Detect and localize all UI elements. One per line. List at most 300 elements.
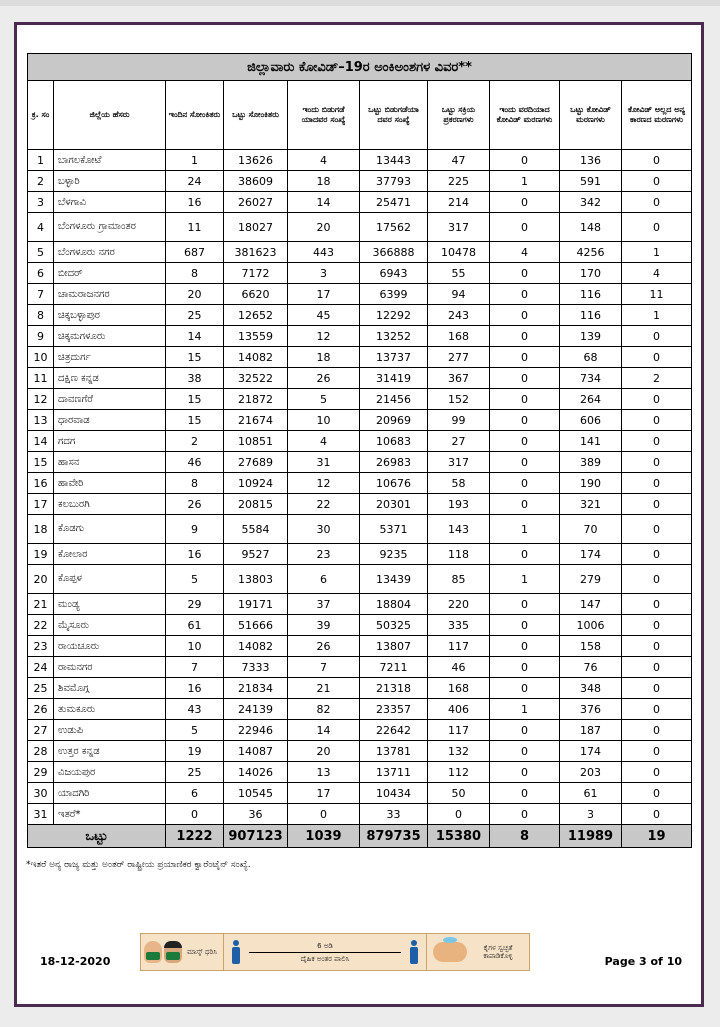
footnote: *ಇತರೆ ಅನ್ಯ ರಾಜ್ಯ ಮತ್ತು ಅಂತರ್ ರಾಷ್ಟ್ರೀಯ ಪ್ರಯಾಣಿಕರ ಕ್ವಾರೆಂಟೈನ್ ಸಂಖ್ಯೆ. <box>26 860 251 870</box>
row-total-discharged: 31419 <box>360 368 428 389</box>
row-total-discharged: 25471 <box>360 192 428 213</box>
row-today-positive: 25 <box>166 305 224 326</box>
row-today-discharged: 0 <box>288 804 360 825</box>
mask-text: ಮಾಸ್ಕ್ ಧರಿಸಿ <box>187 948 217 956</box>
table-row <box>28 615 692 636</box>
row-today-positive: 61 <box>166 615 224 636</box>
row-today-discharged: 10 <box>288 410 360 431</box>
row-sl: 2 <box>28 171 54 192</box>
row-today-discharged: 82 <box>288 699 360 720</box>
row-non-covid-deaths: 0 <box>622 410 692 431</box>
row-today-positive: 11 <box>166 213 224 242</box>
row-non-covid-deaths: 0 <box>622 720 692 741</box>
row-today-discharged: 26 <box>288 636 360 657</box>
row-today-deaths: 0 <box>490 678 560 699</box>
row-district-name: ಹಾವೇರಿ <box>54 473 166 494</box>
row-sl: 23 <box>28 636 54 657</box>
table-row <box>28 171 692 192</box>
row-non-covid-deaths: 0 <box>622 452 692 473</box>
row-today-deaths: 0 <box>490 213 560 242</box>
row-total-positive: 18027 <box>224 213 288 242</box>
row-total-positive: 10545 <box>224 783 288 804</box>
row-non-covid-deaths: 0 <box>622 192 692 213</box>
row-non-covid-deaths: 0 <box>622 150 692 171</box>
row-non-covid-deaths: 2 <box>622 368 692 389</box>
row-sl: 18 <box>28 515 54 544</box>
row-non-covid-deaths: 0 <box>622 326 692 347</box>
table-row <box>28 192 692 213</box>
header-total-discharged: ಒಟ್ಟು ಬಿಡುಗಡೆಯಾ ದವರ ಸಂಖ್ಯೆ <box>360 81 428 150</box>
row-today-positive: 15 <box>166 410 224 431</box>
row-non-covid-deaths: 0 <box>622 636 692 657</box>
row-district-name: ಮೈಸೂರು <box>54 615 166 636</box>
person-icon-right <box>409 940 419 964</box>
row-district-name: ಬೆಂಗಳೂರು ಗ್ರಾಮಾಂತರ <box>54 213 166 242</box>
row-today-discharged: 20 <box>288 213 360 242</box>
row-total-deaths: 190 <box>560 473 622 494</box>
header-today-positive: ಇಂದಿನ ಸೋಂಕಿತರು <box>166 81 224 150</box>
row-total-positive: 27689 <box>224 452 288 473</box>
row-total-positive: 10851 <box>224 431 288 452</box>
row-district-name: ಉತ್ತರ ಕನ್ನಡ <box>54 741 166 762</box>
row-today-discharged: 7 <box>288 657 360 678</box>
row-today-deaths: 0 <box>490 720 560 741</box>
row-total-discharged: 13781 <box>360 741 428 762</box>
table-row <box>28 305 692 326</box>
row-total-positive: 20815 <box>224 494 288 515</box>
row-district-name: ಉಡುಪಿ <box>54 720 166 741</box>
row-district-name: ಕೋಲಾರ <box>54 544 166 565</box>
row-total-deaths: 70 <box>560 515 622 544</box>
row-sl: 29 <box>28 762 54 783</box>
row-district-name: ಚಿಕ್ಕಬಳ್ಳಾಪುರ <box>54 305 166 326</box>
row-active: 335 <box>428 615 490 636</box>
row-total-discharged: 12292 <box>360 305 428 326</box>
row-district-name: ಶಿವಮೊಗ್ಗ <box>54 678 166 699</box>
row-today-discharged: 21 <box>288 678 360 699</box>
row-active: 118 <box>428 544 490 565</box>
row-total-discharged: 21318 <box>360 678 428 699</box>
row-non-covid-deaths: 0 <box>622 804 692 825</box>
row-total-positive: 13559 <box>224 326 288 347</box>
row-total-deaths: 174 <box>560 741 622 762</box>
row-today-positive: 5 <box>166 720 224 741</box>
table-row <box>28 783 692 804</box>
row-total-deaths: 116 <box>560 284 622 305</box>
row-today-deaths: 0 <box>490 657 560 678</box>
row-today-discharged: 23 <box>288 544 360 565</box>
table-row <box>28 720 692 741</box>
row-total-discharged: 50325 <box>360 615 428 636</box>
table-row <box>28 515 692 544</box>
table-title: ಜಿಲ್ಲಾವಾರು ಕೋವಿಡ್–19ರ ಅಂಕಿಅಂಶಗಳ ವಿವರ** <box>28 54 692 81</box>
row-today-deaths: 0 <box>490 473 560 494</box>
row-district-name: ಹಾಸನ <box>54 452 166 473</box>
row-total-positive: 21674 <box>224 410 288 431</box>
row-district-name: ಕೊಡಗು <box>54 515 166 544</box>
row-sl: 14 <box>28 431 54 452</box>
row-today-positive: 24 <box>166 171 224 192</box>
row-total-positive: 14026 <box>224 762 288 783</box>
row-active: 243 <box>428 305 490 326</box>
row-active: 94 <box>428 284 490 305</box>
row-total-positive: 12652 <box>224 305 288 326</box>
row-today-deaths: 0 <box>490 452 560 473</box>
table-row <box>28 544 692 565</box>
row-today-positive: 8 <box>166 263 224 284</box>
row-active: 47 <box>428 150 490 171</box>
table-row <box>28 150 692 171</box>
row-active: 27 <box>428 431 490 452</box>
table-row <box>28 594 692 615</box>
row-today-discharged: 17 <box>288 783 360 804</box>
table-row <box>28 347 692 368</box>
row-today-discharged: 45 <box>288 305 360 326</box>
total-active: 15380 <box>428 825 490 848</box>
top-strip <box>0 0 720 6</box>
row-total-positive: 21872 <box>224 389 288 410</box>
table-row <box>28 389 692 410</box>
row-non-covid-deaths: 0 <box>622 615 692 636</box>
row-district-name: ಕಲಬುರಗಿ <box>54 494 166 515</box>
row-non-covid-deaths: 1 <box>622 305 692 326</box>
row-today-positive: 16 <box>166 678 224 699</box>
hands-segment <box>426 934 529 970</box>
row-today-positive: 26 <box>166 494 224 515</box>
table-row <box>28 284 692 305</box>
row-non-covid-deaths: 0 <box>622 171 692 192</box>
row-total-positive: 26027 <box>224 192 288 213</box>
row-today-positive: 16 <box>166 544 224 565</box>
district-stats-table <box>27 53 692 848</box>
row-district-name: ದಾವಣಗೆರೆ <box>54 389 166 410</box>
row-district-name: ಬಾಗಲಕೋಟೆ <box>54 150 166 171</box>
row-total-deaths: 606 <box>560 410 622 431</box>
row-today-discharged: 17 <box>288 284 360 305</box>
row-total-positive: 51666 <box>224 615 288 636</box>
row-total-positive: 14087 <box>224 741 288 762</box>
row-district-name: ಕೊಪ್ಪಳ <box>54 565 166 594</box>
row-today-positive: 14 <box>166 326 224 347</box>
row-sl: 26 <box>28 699 54 720</box>
row-total-deaths: 279 <box>560 565 622 594</box>
row-sl: 4 <box>28 213 54 242</box>
table-row <box>28 678 692 699</box>
row-total-discharged: 6943 <box>360 263 428 284</box>
row-total-discharged: 7211 <box>360 657 428 678</box>
row-today-discharged: 12 <box>288 473 360 494</box>
row-today-positive: 29 <box>166 594 224 615</box>
mask-segment <box>141 934 223 970</box>
row-total-deaths: 4256 <box>560 242 622 263</box>
row-today-deaths: 0 <box>490 431 560 452</box>
row-non-covid-deaths: 0 <box>622 544 692 565</box>
row-total-discharged: 22642 <box>360 720 428 741</box>
header-non-covid-deaths: ಕೋವಿಡ್ ಅಲ್ಲದ ಅನ್ಯ ಕಾರಣದ ಮರಣಗಳು <box>622 81 692 150</box>
row-district-name: ಯಾದಗಿರಿ <box>54 783 166 804</box>
row-sl: 8 <box>28 305 54 326</box>
row-sl: 24 <box>28 657 54 678</box>
row-total-deaths: 321 <box>560 494 622 515</box>
row-active: 193 <box>428 494 490 515</box>
row-sl: 15 <box>28 452 54 473</box>
row-today-positive: 8 <box>166 473 224 494</box>
row-total-deaths: 68 <box>560 347 622 368</box>
row-total-discharged: 13711 <box>360 762 428 783</box>
row-today-positive: 10 <box>166 636 224 657</box>
row-today-positive: 38 <box>166 368 224 389</box>
row-active: 50 <box>428 783 490 804</box>
masked-woman-icon <box>164 941 182 963</box>
row-non-covid-deaths: 11 <box>622 284 692 305</box>
row-today-positive: 43 <box>166 699 224 720</box>
row-today-deaths: 0 <box>490 263 560 284</box>
row-district-name: ಬೆಳಗಾವಿ <box>54 192 166 213</box>
distance-value: 6 ಅಡಿ <box>317 941 333 950</box>
table-row <box>28 657 692 678</box>
row-active: 132 <box>428 741 490 762</box>
row-today-deaths: 0 <box>490 494 560 515</box>
row-today-deaths: 0 <box>490 783 560 804</box>
row-active: 0 <box>428 804 490 825</box>
row-today-positive: 20 <box>166 284 224 305</box>
table-row <box>28 263 692 284</box>
hands-text: ಕೈಗಳ ಸ್ವಚ್ಛತೆ ಕಾಪಾಡಿಕೊಳ್ಳಿ <box>483 944 513 960</box>
row-total-discharged: 6399 <box>360 284 428 305</box>
row-total-discharged: 366888 <box>360 242 428 263</box>
row-today-deaths: 0 <box>490 410 560 431</box>
row-today-deaths: 0 <box>490 594 560 615</box>
total-total-discharged: 879735 <box>360 825 428 848</box>
row-today-deaths: 0 <box>490 389 560 410</box>
header-district: ಜಿಲ್ಲೆಯ ಹೆಸರು <box>54 81 166 150</box>
row-total-deaths: 1006 <box>560 615 622 636</box>
row-district-name: ಚಿಕ್ಕಮಗಳೂರು <box>54 326 166 347</box>
row-total-deaths: 136 <box>560 150 622 171</box>
row-today-discharged: 30 <box>288 515 360 544</box>
row-non-covid-deaths: 0 <box>622 515 692 544</box>
row-total-deaths: 61 <box>560 783 622 804</box>
row-total-positive: 9527 <box>224 544 288 565</box>
row-non-covid-deaths: 1 <box>622 242 692 263</box>
row-today-deaths: 0 <box>490 284 560 305</box>
table-row <box>28 804 692 825</box>
row-active: 317 <box>428 213 490 242</box>
row-total-positive: 32522 <box>224 368 288 389</box>
row-sl: 30 <box>28 783 54 804</box>
row-sl: 25 <box>28 678 54 699</box>
total-today-positive: 1222 <box>166 825 224 848</box>
row-active: 225 <box>428 171 490 192</box>
row-total-deaths: 187 <box>560 720 622 741</box>
distance-segment <box>223 934 426 970</box>
row-total-discharged: 23357 <box>360 699 428 720</box>
table-row <box>28 410 692 431</box>
row-sl: 6 <box>28 263 54 284</box>
row-non-covid-deaths: 0 <box>622 762 692 783</box>
row-total-discharged: 26983 <box>360 452 428 473</box>
row-non-covid-deaths: 0 <box>622 699 692 720</box>
row-sl: 7 <box>28 284 54 305</box>
row-active: 220 <box>428 594 490 615</box>
person-icon-left <box>231 940 241 964</box>
table-row <box>28 699 692 720</box>
row-today-positive: 1 <box>166 150 224 171</box>
row-today-deaths: 0 <box>490 636 560 657</box>
row-sl: 11 <box>28 368 54 389</box>
row-non-covid-deaths: 0 <box>622 594 692 615</box>
total-today-discharged: 1039 <box>288 825 360 848</box>
row-today-discharged: 13 <box>288 762 360 783</box>
row-sl: 19 <box>28 544 54 565</box>
table-row <box>28 636 692 657</box>
row-active: 112 <box>428 762 490 783</box>
table-row <box>28 473 692 494</box>
row-district-name: ಬೀದರ್ <box>54 263 166 284</box>
row-district-name: ಇತರೆ* <box>54 804 166 825</box>
row-today-discharged: 6 <box>288 565 360 594</box>
row-today-positive: 9 <box>166 515 224 544</box>
row-non-covid-deaths: 0 <box>622 783 692 804</box>
row-total-positive: 6620 <box>224 284 288 305</box>
row-total-discharged: 5371 <box>360 515 428 544</box>
row-active: 46 <box>428 657 490 678</box>
row-total-deaths: 116 <box>560 305 622 326</box>
page-number: Page 3 of 10 <box>604 955 682 968</box>
row-sl: 21 <box>28 594 54 615</box>
row-today-positive: 0 <box>166 804 224 825</box>
distance-text: ದೈಹಿಕ ಅಂತರ ಪಾಲಿಸಿ <box>300 954 350 963</box>
row-total-discharged: 13443 <box>360 150 428 171</box>
row-today-positive: 5 <box>166 565 224 594</box>
row-active: 152 <box>428 389 490 410</box>
table-row <box>28 565 692 594</box>
row-district-name: ರಾಮನಗರ <box>54 657 166 678</box>
row-total-discharged: 17562 <box>360 213 428 242</box>
header-total-deaths: ಒಟ್ಟು ಕೋವಿಡ್ ಮರಣಗಳು <box>560 81 622 150</box>
table-row <box>28 762 692 783</box>
row-today-discharged: 18 <box>288 171 360 192</box>
row-today-deaths: 1 <box>490 515 560 544</box>
row-total-discharged: 13807 <box>360 636 428 657</box>
row-total-deaths: 148 <box>560 213 622 242</box>
row-today-discharged: 39 <box>288 615 360 636</box>
row-total-deaths: 389 <box>560 452 622 473</box>
row-total-discharged: 37793 <box>360 171 428 192</box>
row-today-discharged: 5 <box>288 389 360 410</box>
row-total-discharged: 33 <box>360 804 428 825</box>
row-non-covid-deaths: 4 <box>622 263 692 284</box>
row-total-deaths: 734 <box>560 368 622 389</box>
row-total-deaths: 591 <box>560 171 622 192</box>
row-today-deaths: 0 <box>490 741 560 762</box>
row-non-covid-deaths: 0 <box>622 494 692 515</box>
row-today-positive: 6 <box>166 783 224 804</box>
row-total-positive: 19171 <box>224 594 288 615</box>
row-total-positive: 5584 <box>224 515 288 544</box>
row-total-positive: 381623 <box>224 242 288 263</box>
row-district-name: ಬಳ್ಳಾರಿ <box>54 171 166 192</box>
total-label: ಒಟ್ಟು <box>28 825 166 848</box>
row-total-deaths: 170 <box>560 263 622 284</box>
row-total-deaths: 342 <box>560 192 622 213</box>
row-district-name: ಧಾರವಾಡ <box>54 410 166 431</box>
row-active: 406 <box>428 699 490 720</box>
total-today-deaths: 8 <box>490 825 560 848</box>
row-today-deaths: 0 <box>490 326 560 347</box>
row-total-discharged: 10683 <box>360 431 428 452</box>
row-today-positive: 16 <box>166 192 224 213</box>
row-today-deaths: 0 <box>490 615 560 636</box>
row-district-name: ಗದಗ <box>54 431 166 452</box>
row-today-discharged: 31 <box>288 452 360 473</box>
row-today-deaths: 4 <box>490 242 560 263</box>
total-total-deaths: 11989 <box>560 825 622 848</box>
row-today-discharged: 26 <box>288 368 360 389</box>
row-non-covid-deaths: 0 <box>622 473 692 494</box>
row-today-deaths: 0 <box>490 368 560 389</box>
row-active: 317 <box>428 452 490 473</box>
row-sl: 12 <box>28 389 54 410</box>
row-total-positive: 14082 <box>224 347 288 368</box>
row-total-positive: 10924 <box>224 473 288 494</box>
row-active: 55 <box>428 263 490 284</box>
row-total-discharged: 20301 <box>360 494 428 515</box>
row-today-positive: 7 <box>166 657 224 678</box>
table-row <box>28 741 692 762</box>
row-district-name: ಮಂಡ್ಯ <box>54 594 166 615</box>
row-today-positive: 19 <box>166 741 224 762</box>
row-active: 168 <box>428 326 490 347</box>
row-today-deaths: 1 <box>490 171 560 192</box>
row-total-deaths: 376 <box>560 699 622 720</box>
row-non-covid-deaths: 0 <box>622 213 692 242</box>
row-today-discharged: 4 <box>288 150 360 171</box>
row-sl: 16 <box>28 473 54 494</box>
row-today-positive: 25 <box>166 762 224 783</box>
row-non-covid-deaths: 0 <box>622 657 692 678</box>
row-today-positive: 2 <box>166 431 224 452</box>
row-total-discharged: 10434 <box>360 783 428 804</box>
row-today-deaths: 0 <box>490 305 560 326</box>
row-sl: 28 <box>28 741 54 762</box>
row-today-discharged: 4 <box>288 431 360 452</box>
row-total-discharged: 21456 <box>360 389 428 410</box>
row-today-discharged: 14 <box>288 720 360 741</box>
table-row <box>28 326 692 347</box>
row-total-deaths: 147 <box>560 594 622 615</box>
row-today-deaths: 0 <box>490 544 560 565</box>
row-total-discharged: 13439 <box>360 565 428 594</box>
table-row <box>28 431 692 452</box>
table-row <box>28 213 692 242</box>
row-total-deaths: 139 <box>560 326 622 347</box>
row-today-discharged: 20 <box>288 741 360 762</box>
row-today-deaths: 0 <box>490 804 560 825</box>
row-today-discharged: 3 <box>288 263 360 284</box>
row-sl: 17 <box>28 494 54 515</box>
row-today-positive: 46 <box>166 452 224 473</box>
row-total-positive: 36 <box>224 804 288 825</box>
row-today-positive: 15 <box>166 389 224 410</box>
row-today-deaths: 1 <box>490 565 560 594</box>
row-total-discharged: 18804 <box>360 594 428 615</box>
row-total-deaths: 158 <box>560 636 622 657</box>
table-body <box>28 150 692 825</box>
row-total-positive: 38609 <box>224 171 288 192</box>
row-district-name: ವಿಜಯಪುರ <box>54 762 166 783</box>
row-total-deaths: 203 <box>560 762 622 783</box>
